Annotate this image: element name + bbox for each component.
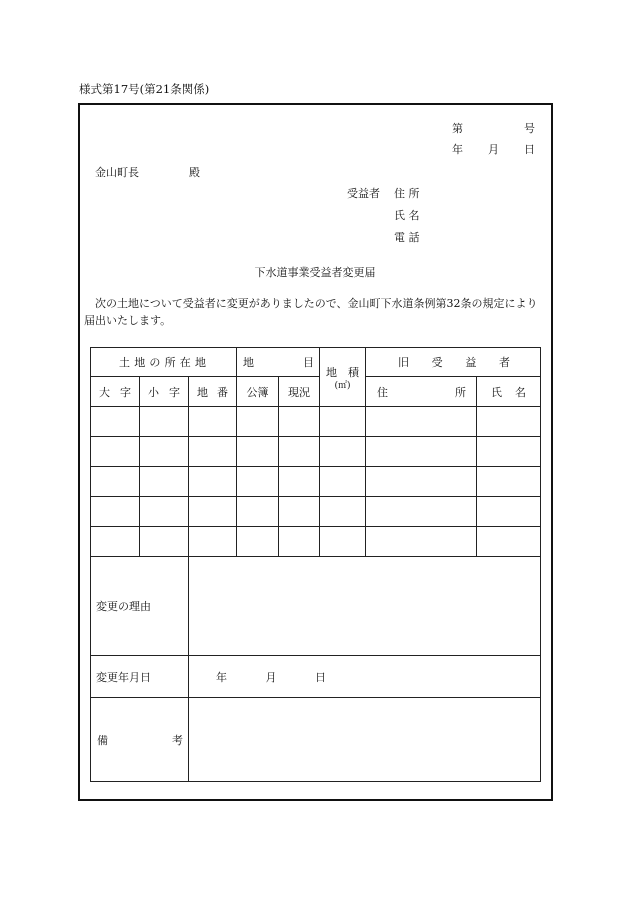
header-land-location: 土 地 の 所 在 地 [91, 348, 237, 377]
reason-label-cell [91, 557, 189, 656]
header-genkyo: 現況 [279, 377, 320, 407]
date-year-label: 年 [452, 143, 463, 156]
address-label: 住 所 [394, 187, 420, 200]
change-date-label: 変更年月日 [96, 670, 151, 684]
phone-label: 電 話 [394, 231, 420, 244]
date-month-label: 月 [488, 143, 499, 156]
table-row [91, 467, 541, 497]
header-old-beneficiary: 旧 受 益 者 [366, 348, 541, 377]
area-unit: (㎡) [334, 380, 351, 391]
honorific: 殿 [189, 166, 200, 179]
name-label: 氏 名 [394, 209, 420, 222]
body-text: 次の土地について受益者に変更がありましたので、金山町下水道条例第32条の規定により届出いたします。 [84, 297, 538, 327]
table-row [91, 497, 541, 527]
header-aza: 大 字 [91, 377, 140, 407]
date-day-label: 日 [524, 143, 535, 156]
applicant-role: 受益者 [347, 187, 380, 200]
header-koubo: 公簿 [237, 377, 279, 407]
table-row [91, 527, 541, 557]
header-address: 住 所 [366, 377, 477, 407]
header-land-category: 地 目 [237, 348, 320, 377]
remarks-label-1: 備 [97, 733, 108, 747]
header-chiban: 地 番 [189, 377, 237, 407]
reason-input[interactable] [189, 557, 541, 656]
change-date-year: 年 [216, 670, 227, 684]
number-label-left: 第 [452, 122, 463, 135]
addressee: 金山町長 [95, 166, 139, 179]
remarks-input[interactable] [189, 698, 541, 782]
change-date-input[interactable] [189, 656, 541, 698]
remarks-label-2: 考 [172, 733, 183, 747]
change-date-label-cell [91, 656, 189, 698]
change-date-day: 日 [315, 670, 326, 684]
header-koaza: 小 字 [140, 377, 189, 407]
header-area: 地 積 (㎡) [320, 348, 366, 407]
form-number-label: 様式第17号(第21条関係) [79, 82, 210, 96]
table-row [91, 437, 541, 467]
number-label-right: 号 [524, 122, 535, 135]
remarks-label-cell [91, 698, 189, 782]
table-row [91, 407, 541, 437]
header-name: 氏 名 [477, 377, 541, 407]
reason-label: 変更の理由 [96, 600, 151, 613]
change-date-month: 月 [265, 670, 277, 684]
land-table [90, 347, 541, 782]
document-title: 下水道事業受益者変更届 [254, 266, 376, 279]
